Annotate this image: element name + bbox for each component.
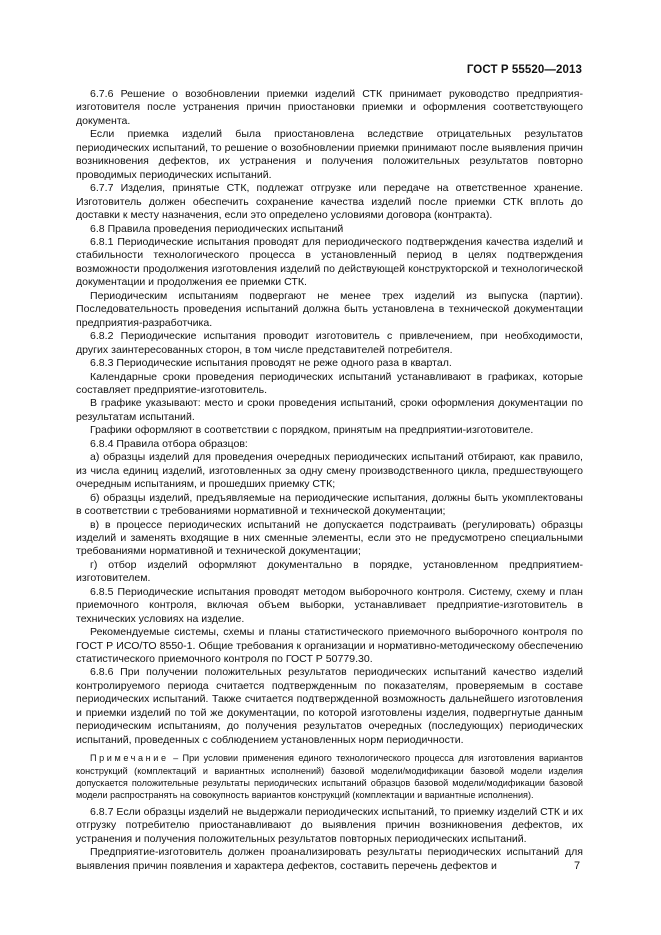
paragraph: 6.7.6 Решение о возобновлении приемки изделий СТК принимает руководство предприятия-изготовителя после устранения причин приостановки приемки и оформления соответствующего документа. xyxy=(76,88,583,127)
standard-header: ГОСТ Р 55520—2013 xyxy=(466,64,582,76)
paragraph: 6.8.7 Если образцы изделий не выдержали периодических испытаний, то приемку изделий СТК и их отгрузку потребителю приостанавливают до выявления причин возникновения дефектов, их устранения и получения положительных результатов повторных периодических испытаний. xyxy=(76,805,583,845)
paragraph: Если приемка изделий была приостановлена вследствие отрицательных результатов периодических испытаний, то решение о возобновлении приемки принимают после выявления причин возникновения дефектов, их устранения и получения положительных результатов повторно проводимых периодических испытаний. xyxy=(76,128,583,181)
list-item: г) отбор изделий оформляют документально в порядке, установленном предприятием-изготовителем. xyxy=(76,558,583,585)
paragraph: Периодическим испытаниям подвергают не менее трех изделий из выпуска (партии). Последовательность проведения испытаний должна быть установлена в технической документации предприятия-разработчика. xyxy=(76,289,583,329)
paragraph: 6.8.1 Периодические испытания проводят для периодического подтверждения качества изделий и стабильности технологического процесса в установленный период в целях подтверждения возможности продолжения изготовления изделий по действующей конструкторской и технологической документации и продолжения ее приемки СТК. xyxy=(76,235,583,289)
paragraph: Календарные сроки проведения периодических испытаний устанавливают в графиках, которые составляет предприятие-изготовитель. xyxy=(76,370,583,396)
page-number: 7 xyxy=(574,860,581,872)
paragraph: Предприятие-изготовитель должен проанализировать результаты периодических испытаний для выявления причин появления и характера дефектов, составить перечень дефектов и xyxy=(76,846,583,872)
paragraph: 6.8.5 Периодические испытания проводят методом выборочного контроля. Систему, схему и план приемочного контроля, включая объем выборки, устанавливает предприятие-изготовитель в технических условиях на изделие. xyxy=(76,585,583,625)
note-label: Примечание xyxy=(90,753,169,764)
paragraph: Рекомендуемые системы, схемы и планы статистического приемочного выборочного контроля по ГОСТ Р ИСО/ТО 8550-1. Общие требования к организации и нормативно-методическому обеспечению статистического приемочного контроля по ГОСТ Р 50779.30. xyxy=(76,626,583,666)
paragraph: В графике указывают: место и сроки проведения испытаний, сроки оформления документации по результатам испытаний. xyxy=(76,397,583,423)
paragraph: Графики оформляют в соответствии с порядком, принятым на предприятии-изготовителе. xyxy=(90,424,534,437)
list-item: б) образцы изделий, предъявляемые на периодические испытания, должны быть укомплектованы в соответствии с требованиями нормативной и технической документации; xyxy=(76,491,583,518)
document-body xyxy=(76,88,583,873)
note xyxy=(76,752,583,802)
paragraph: 6.7.7 Изделия, принятые СТК, подлежат отгрузке или передаче на ответственное хранение. Изготовитель должен обеспечить сохранение качества изделий после приемки СТК вплоть до доставки к месту назначения, если это определено условиями договора (контракта). xyxy=(76,182,583,222)
paragraph: 6.8.6 При получении положительных результатов периодических испытаний качество изделий контролируемого периода считается подтвержденным по показателям, проверяемым в составе периодических испытаний. Также считается подтвержденной возможность дальнейшего изготовления и приемки изделий по той же документации, по которой изготовлены изделия, подвергнутые данным периодическим испытаниям, до получения результатов очередных (последующих) периодических испытаний, проведенных с соблюдением установленных норм периодичности. xyxy=(76,666,583,746)
section-heading: 6.8 Правила проведения периодических испытаний xyxy=(90,222,344,235)
note-text: – При условии применения единого технологического процесса для изготовления вариантов конструкций (комплектаций и вариантных исполнений) базовой модели/модификации базовой модели изделия допускается положительные результаты периодических испытаний образцов базовой модели/модификации базовой модели распространять на совокупность вариантов конструкций (комплектации и вариантные исполнения). xyxy=(76,753,583,801)
list-item: а) образцы изделий для проведения очередных периодических испытаний отбирают, как правило, из числа единиц изделий, изготовленных за одну смену производственного цикла, предшествующего очередным испытаниям, и прошедших приемку СТК; xyxy=(76,451,583,491)
paragraph: 6.8.3 Периодические испытания проводят не реже одного раза в квартал. xyxy=(90,357,452,370)
list-item: в) в процессе периодических испытаний не допускается подстраивать (регулировать) образцы изделий и заменять входящие в них сменные элементы, если это не предусмотрено специальными требованиями нормативной и технической документации; xyxy=(76,518,583,558)
paragraph: 6.8.4 Правила отбора образцов: xyxy=(90,437,248,450)
paragraph: 6.8.2 Периодические испытания проводит изготовитель с привлечением, при необходимости, других заинтересованных сторон, в том числе представителей потребителя. xyxy=(76,330,583,356)
